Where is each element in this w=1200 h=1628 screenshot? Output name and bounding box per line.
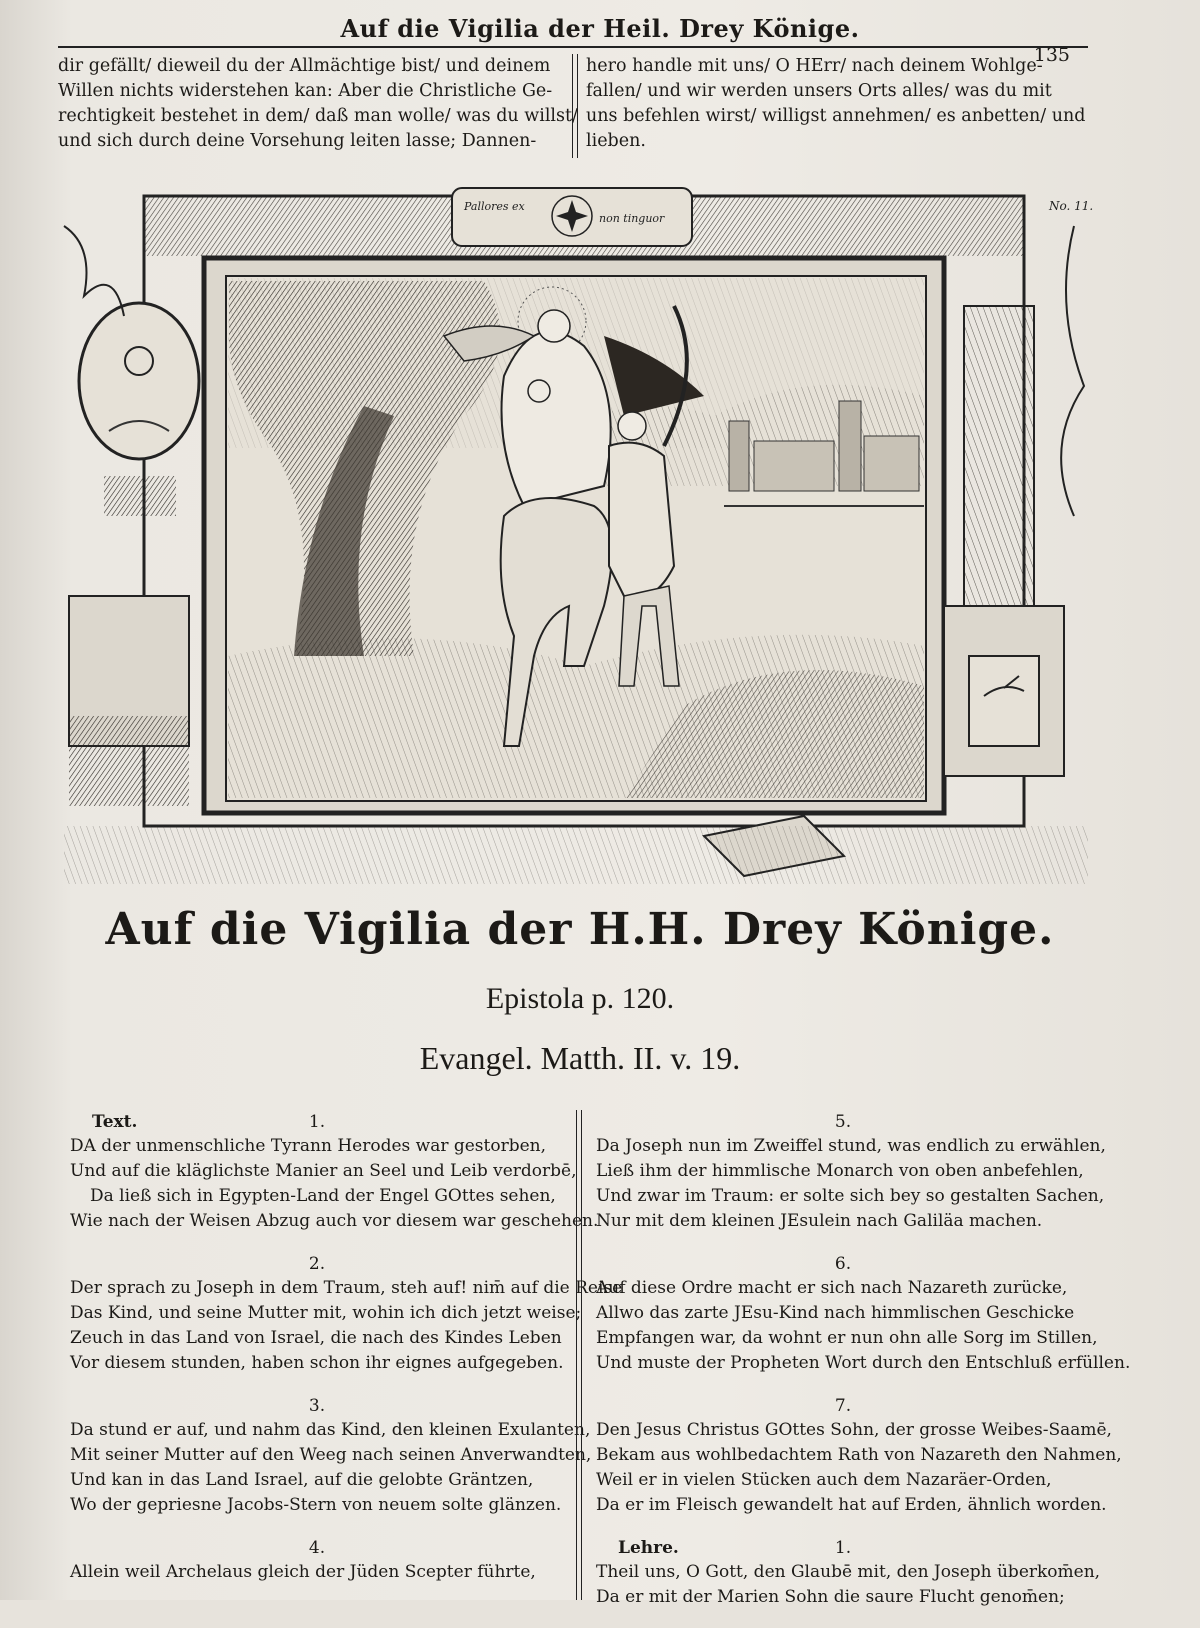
header-rule — [58, 46, 1088, 48]
verse-line: Mit seiner Mutter auf den Weeg nach seinen Anverwandten, — [70, 1445, 592, 1465]
column-divider — [572, 54, 578, 158]
verse-line: Theil uns, O Gott, den Glaubē mit, den Joseph überkom̄en, — [596, 1562, 1101, 1582]
text-line: dir gefällt/ dieweil du der Allmächtige bist/ und deinem — [58, 56, 551, 76]
page-number: 135 — [1033, 44, 1070, 66]
banner-left-text: Pallores ex — [464, 200, 525, 213]
verse-line: Da stund er auf, und nahm das Kind, den kleinen Exulanten, — [70, 1420, 591, 1440]
verse-line: Allein weil Archelaus gleich der Jüden Scepter führte, — [70, 1562, 536, 1582]
top-left-column — [58, 54, 578, 154]
stanza — [596, 1536, 1101, 1610]
stanza — [596, 1110, 1106, 1234]
stanza — [70, 1110, 599, 1234]
section-title: Auf die Vigilia der H.H. Drey Könige. — [105, 904, 1055, 955]
virgin-head — [538, 310, 570, 342]
verse-line: Auf diese Ordre macht er sich nach Nazareth zurücke, — [596, 1278, 1068, 1298]
stanza-number: 4. — [308, 1538, 326, 1558]
verse-line: Zeuch in das Land von Israel, die nach des Kindes Leben — [70, 1328, 562, 1348]
column-divider — [576, 1110, 582, 1600]
verse-line: Und kan in das Land Israel, auf die gelobte Gräntzen, — [70, 1470, 534, 1490]
engraving-illustration — [64, 186, 1094, 886]
stanza-number: 5. — [834, 1112, 852, 1132]
verse-columns — [70, 1110, 1131, 1607]
verse-line: Wo der gepriesne Jacobs-Stern von neuem solte glänzen. — [70, 1495, 562, 1515]
verse-line: Den Jesus Christus GOttes Sohn, der grosse Weibes-Saamē, — [596, 1420, 1112, 1440]
stanza-number: 6. — [834, 1254, 852, 1274]
verse-line: Da er im Fleisch gewandelt hat auf Erden, ähnlich worden. — [596, 1495, 1107, 1515]
verse-line: Da er mit der Marien Sohn die saure Flucht genom̄en; — [596, 1587, 1065, 1607]
verse-line: Und muste der Propheten Wort durch den Entschluß erfüllen. — [596, 1353, 1131, 1373]
verse-line: Das Kind, und seine Mutter mit, wohin ich dich jetzt weise; — [70, 1303, 582, 1323]
top-right-column — [586, 54, 1086, 154]
text-line: und sich durch deine Vorsehung leiten lasse; Dannen- — [58, 131, 537, 151]
verse-line: Der sprach zu Joseph in dem Traum, steh auf! nim̄ auf die Reise — [70, 1278, 623, 1298]
child-head — [528, 380, 550, 402]
flight-into-egypt-engraving — [64, 186, 1094, 886]
stanza — [70, 1252, 623, 1376]
left-ornament — [64, 226, 199, 806]
stanza — [596, 1252, 1131, 1376]
stanza-number: 3. — [308, 1396, 326, 1416]
verse-line: Allwo das zarte JEsu-Kind nach himmlischen Geschicke — [596, 1303, 1075, 1323]
text-label: Text. — [92, 1112, 138, 1132]
evangel-reference: Evangel. Matth. II. v. 19. — [419, 1040, 741, 1076]
verse-column-right — [596, 1110, 1131, 1628]
stanza — [596, 1394, 1122, 1518]
verse-line: Nur mit dem kleinen JEsulein nach Galiläa machen. — [596, 1211, 1043, 1231]
sun-medallion — [79, 303, 199, 459]
right-column — [964, 306, 1034, 606]
verse-line: Empfangen war, da wohnt er nun ohn alle Sorg im Stillen, — [596, 1328, 1098, 1348]
joseph-head — [618, 412, 646, 440]
stanza-number: 7. — [834, 1396, 852, 1416]
epistola-reference: Epistola p. 120. — [485, 982, 675, 1015]
bird-panel — [969, 656, 1039, 746]
verse-line: Vor diesem stunden, haben schon ihr eignes aufgegeben. — [70, 1353, 564, 1373]
text-line: hero handle mit uns/ O HErr/ nach deinem Wohlge- — [586, 56, 1043, 76]
ground-ledge — [64, 826, 1088, 884]
text-line: uns befehlen wirst/ willigst annehmen/ es anbetten/ und — [586, 106, 1086, 126]
joseph-body — [609, 443, 674, 598]
verse-line: Und zwar im Traum: er solte sich bey so gestalten Sachen, — [596, 1186, 1105, 1206]
stanza-number: 1. — [834, 1538, 852, 1558]
motto-banner — [452, 188, 692, 246]
vine-right — [1061, 226, 1084, 516]
text-line: lieben. — [586, 131, 646, 151]
stanza — [70, 1394, 592, 1518]
text-line: rechtigkeit bestehet in dem/ daß man wolle/ was du willst/ — [58, 106, 578, 126]
verse-column-left — [70, 1110, 623, 1603]
right-ornament — [944, 226, 1084, 776]
verse-line: Ließ ihm der himmlische Monarch von oben anbefehlen, — [596, 1161, 1084, 1181]
stanza-number: 2. — [308, 1254, 326, 1274]
verse-line: Und auf die kläglichste Manier an Seel und Leib verdorbē, — [70, 1161, 577, 1181]
banner-right-text: non tinguor — [599, 212, 665, 225]
urn-base — [104, 476, 176, 516]
verse-line: Weil er in vielen Stücken auch dem Nazaräer-Orden, — [596, 1470, 1052, 1490]
stanza — [70, 1536, 564, 1585]
verse-line: DA der unmenschliche Tyrann Herodes war gestorben, — [70, 1136, 547, 1156]
top-text-columns — [58, 54, 1088, 164]
verse-line: Da Joseph nun im Zweiffel stund, was endlich zu erwählen, — [596, 1136, 1106, 1156]
text-line: fallen/ und wir werden unsers Orts alles/ was du mit — [586, 81, 1052, 101]
running-head: Auf die Vigilia der Heil. Drey Könige. — [340, 14, 860, 43]
vine-left — [64, 226, 124, 316]
verse-line: Da ließ sich in Egypten-Land der Engel GOttes sehen, — [90, 1186, 556, 1206]
verse-line: Bekam aus wohlbedachtem Rath von Nazareth den Nahmen, — [596, 1445, 1122, 1465]
stanza-number: 1. — [308, 1112, 326, 1132]
plate-number: No. 11. — [1049, 199, 1094, 213]
broken-stone — [69, 716, 189, 806]
text-line: Willen nichts widerstehen kan: Aber die Christliche Ge- — [58, 81, 553, 101]
lehre-label: Lehre. — [618, 1538, 679, 1558]
verse-line: Wie nach der Weisen Abzug auch vor diesem war geschehen. — [70, 1211, 599, 1231]
